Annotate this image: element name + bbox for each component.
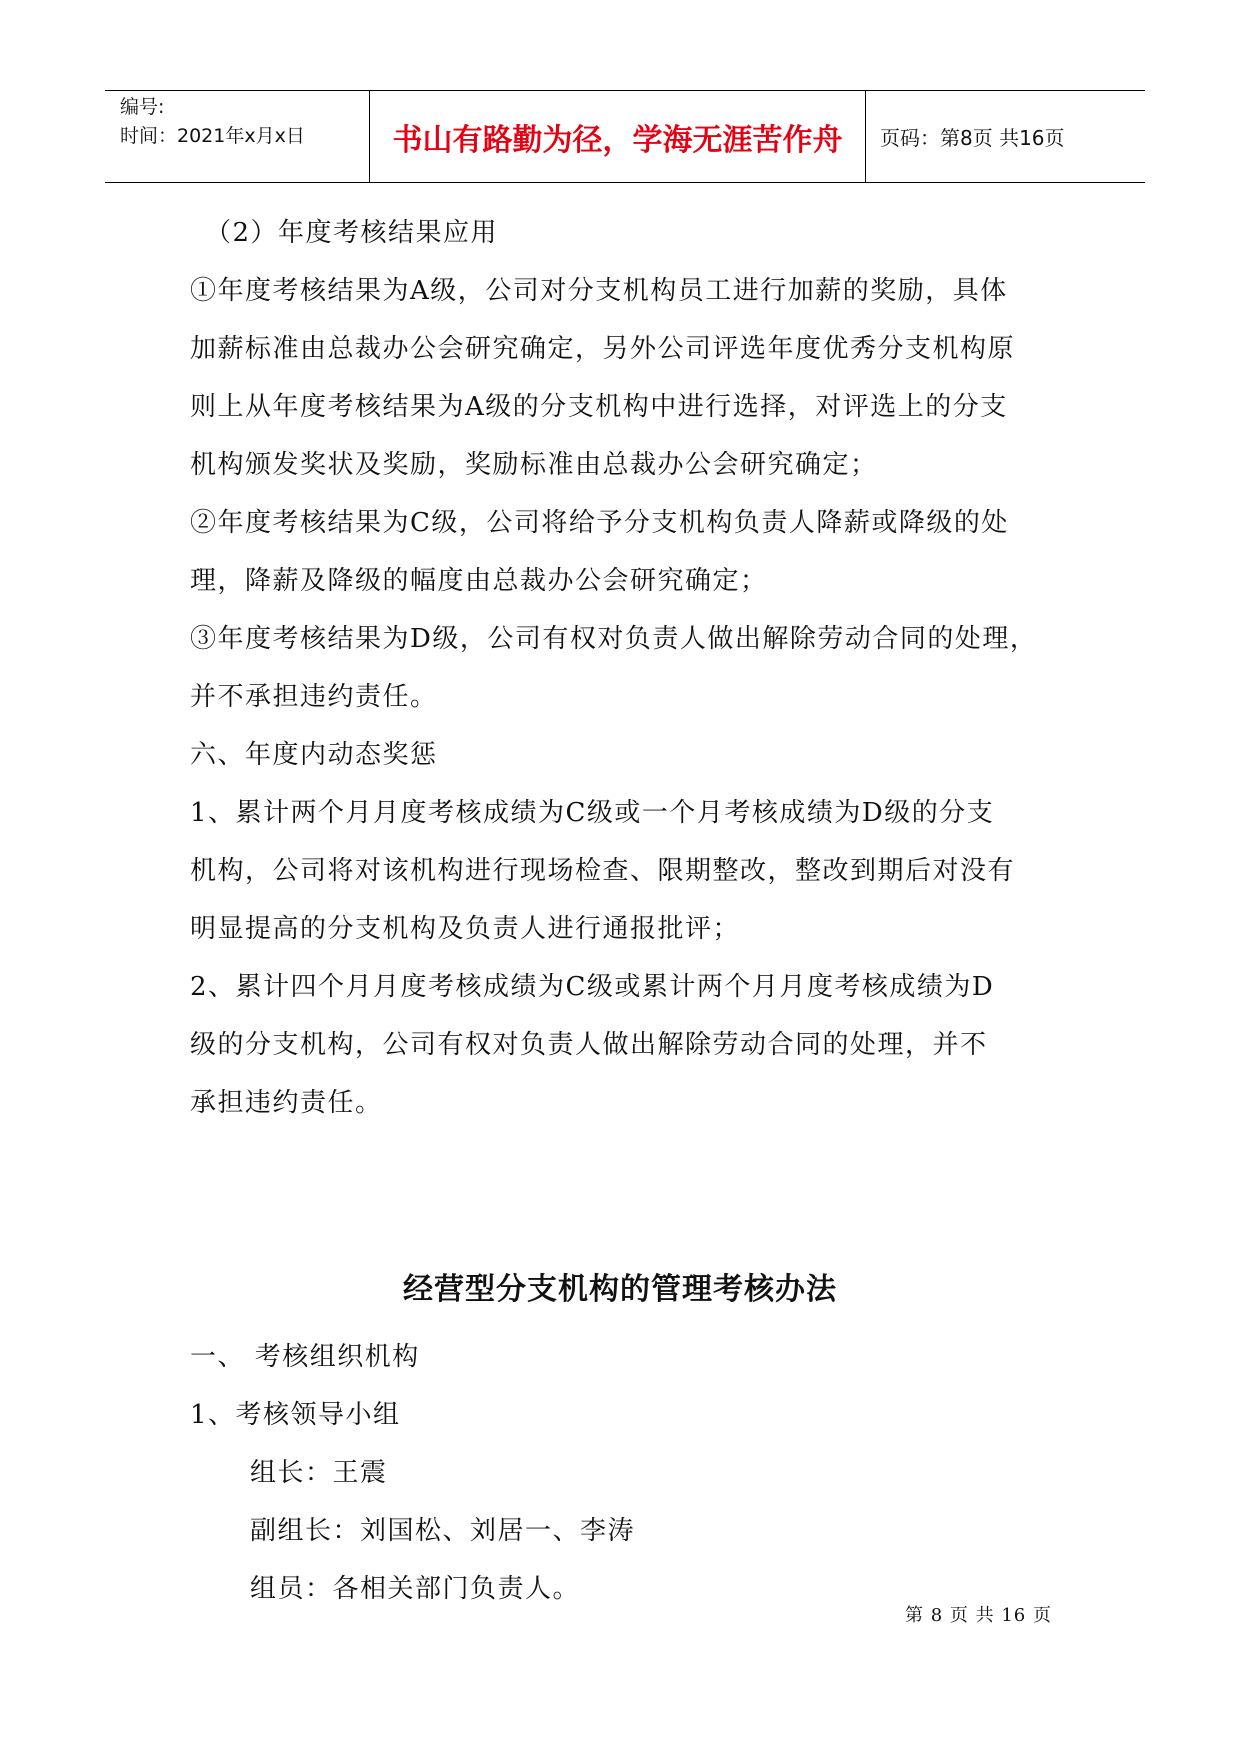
deputy-leader-line: 副组长：刘国松、刘居一、李涛 [250,1516,636,1546]
document-title: 经营型分支机构的管理考核办法 [403,1272,837,1307]
paragraph-line: 理，降薪及降级的幅度由总裁办公会研究确定； [190,566,768,596]
paragraph-line: 1、累计两个月月度考核成绩为C级或一个月考核成绩为D级的分支 [190,798,995,828]
paragraph-line: 明显提高的分支机构及负责人进行通报批评； [190,914,741,944]
paragraph-line: 级的分支机构，公司有权对负责人做出解除劳动合同的处理，并不 [190,1030,988,1060]
header-motto: 书山有路勤为径，学海无涯苦作舟 [370,91,866,182]
page-header [105,90,1145,183]
section-heading: 一、 考核组织机构 [190,1342,420,1372]
members-line: 组员：各相关部门负责人。 [250,1574,581,1604]
document-number-label: 编号: [120,96,165,118]
paragraph-line: ②年度考核结果为C级，公司将给予分支机构负责人降薪或降级的处 [190,508,1009,538]
paragraph-line: 承担违约责任。 [190,1088,383,1118]
paragraph-line: 加薪标准由总裁办公会研究确定，另外公司评选年度优秀分支机构原 [190,334,1016,364]
section-heading: 六、年度内动态奖惩 [190,740,438,770]
page-footer: 第 8 页 共 16 页 [905,1605,1052,1626]
header-page-code: 页码：第8页 共16页 [880,126,1065,150]
paragraph-line: 机构颁发奖状及奖励，奖励标准由总裁办公会研究确定； [190,450,878,480]
paragraph-line: ③年度考核结果为D级，公司有权对负责人做出解除劳动合同的处理， [190,624,1038,654]
subsection-heading: 1、考核领导小组 [190,1400,401,1430]
section-gap [190,1132,1070,1252]
paragraph-line: ①年度考核结果为A级，公司对分支机构员工进行加薪的奖励，具体 [190,276,1008,306]
paragraph-line: （2）年度考核结果应用 [205,218,499,248]
leader-line: 组长：王震 [250,1458,388,1488]
paragraph-line: 机构，公司将对该机构进行现场检查、限期整改，整改到期后对没有 [190,856,1016,886]
document-time-label: 时间：2021年x月x日 [120,125,305,147]
paragraph-line: 2、累计四个月月度考核成绩为C级或累计两个月月度考核成绩为D [190,972,995,1002]
paragraph-line: 并不承担违约责任。 [190,682,438,712]
paragraph-line: 则上从年度考核结果为A级的分支机构中进行选择，对评选上的分支 [190,392,1008,422]
header-meta [105,91,370,182]
document-body [190,204,1070,1618]
